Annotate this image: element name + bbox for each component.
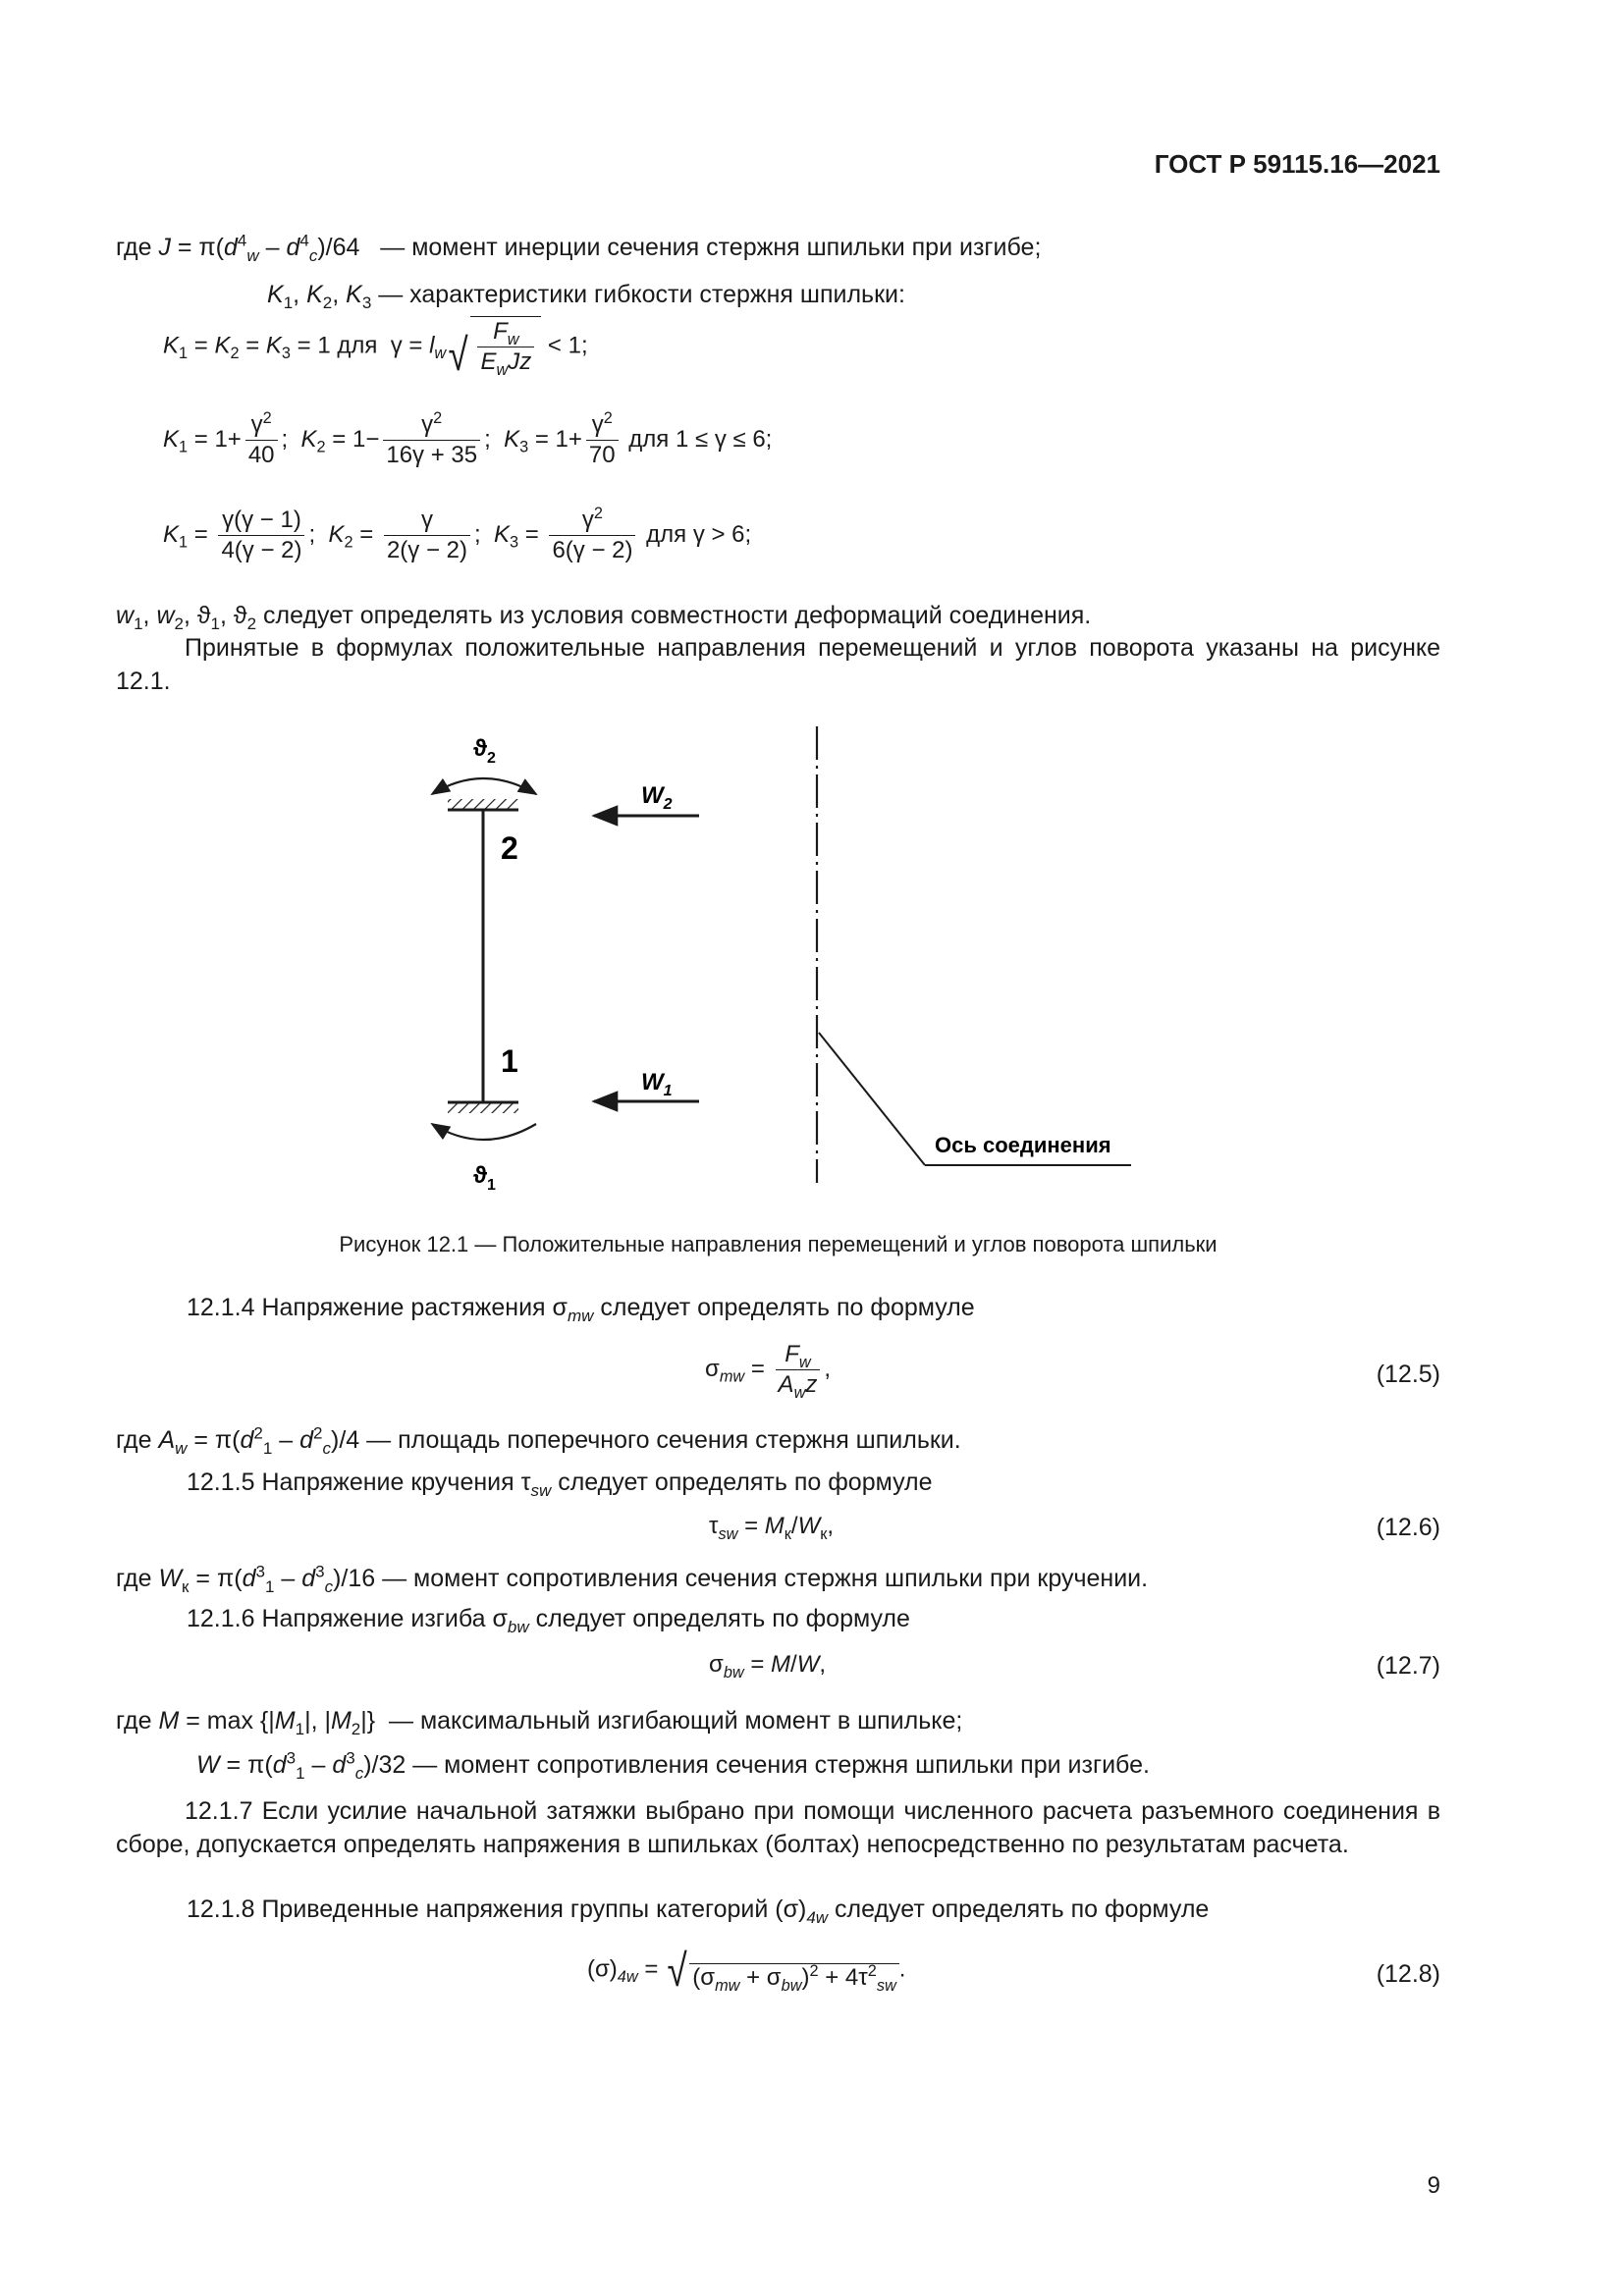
bottom-support-hatching [448, 1102, 518, 1113]
section-12-1-7-paragraph: 12.1.7 Если усилие начальной затяжки выбрано при помощи численного расчета разъемного соединения в сборе, допускается определять напряжения в шпильках (болтах) непосредственно по результатам расчета. [116, 1797, 1440, 1858]
formula-k-case-3: $K_1$ = $\frac{\gamma(\gamma - 1)}{4(\gamma - 2)}$ ; $K_2$ = $\frac{\gamma}{2(\gamma - 2)}$ ; $K_3$ = $\frac{\gamma^2}{6(\gamma - 2)}$ для γ > 6; [163, 505, 752, 563]
axis-leader-line [819, 1033, 925, 1165]
equation-number-12-8: (12.8) [1376, 1960, 1440, 1988]
connection-axis-label: Ось соединения [935, 1133, 1111, 1157]
formula-k-case-1: $K_1 = K_2 = K_3 = 1$ для $\gamma = l_w$ √ $\frac{F_w}{E_wJz}$ < 1; [163, 318, 588, 380]
figure-caption: Рисунок 12.1 — Положительные направления перемещений и углов поворота шпильки [339, 1232, 1218, 1256]
for-word: для [337, 332, 378, 359]
w1-label: $W_1$ [641, 1069, 673, 1099]
deformation-compatibility-text: следует определять из условия совместности деформаций соединения. [263, 602, 1092, 629]
max-moment-definition: где $M = \max \{|M_1|$, $|M_2|$} — максимальный изгибающий момент в шпильке; [116, 1707, 963, 1738]
formula-k-case-2: $K_1 = 1+$ $\frac{\gamma^2}{40}$ ; $K_2 = 1-$ $\frac{\gamma^2}{16\gamma + 35}$ ; $K_3 = 1+$ $\frac{\gamma^2}{70}$ для 1 ≤ γ ≤ 6; [163, 409, 773, 468]
section-12-1-6-text: 12.1.6 Напряжение изгиба $\sigma_{bw}$ следует определять по формуле [187, 1605, 910, 1636]
area-definition: где $A_w = \pi(d^2_1 - d^2_c)/4$ — площадь поперечного сечения стержня шпильки. [116, 1423, 961, 1458]
torsion-modulus-definition: где $W_к = \pi(d^3_1 - d^3_c)/16$ — момент сопротивления сечения стержня шпильки при кручении. [116, 1562, 1149, 1596]
directions-paragraph: Принятые в формулах положительные направления перемещений и углов поворота указаны на рисунке 12.1. [116, 634, 1440, 695]
section-12-1-5-text: 12.1.5 Напряжение кручения $\tau_{sw}$ следует определять по формуле [187, 1468, 933, 1500]
document-number-header: ГОСТ Р 59115.16—2021 [1154, 149, 1440, 179]
formula-12-6: $\tau_{sw} = M_к/W_к$, [709, 1513, 835, 1543]
deformation-compatibility-line: $w_1$, $w_2$, $ϑ_1$, $ϑ_2$ следует определять из условия совместности деформаций соединения. [116, 602, 1092, 633]
section-12-1-8-text: 12.1.8 Приведенные напряжения группы категорий $(\sigma)_{4w}$ следует определять по формуле [187, 1896, 1210, 1927]
formula-12-5: $\sigma_{mw}$ = $\frac{F_w}{A_wz}$ , [705, 1341, 832, 1402]
equation-number-12-6: (12.6) [1376, 1514, 1440, 1541]
node-2-label: 2 [501, 830, 518, 866]
top-support-hatching [448, 799, 518, 810]
figure-12-1 [393, 712, 1178, 1202]
moment-of-inertia-definition: где $J = \pi(d^4_w - d^4_c)/64$ — момент инерции сечения стержня шпильки при изгибе; [116, 231, 1042, 265]
w2-label: $W_2$ [641, 782, 673, 813]
bending-modulus-definition: $W = \pi(d^3_1 - d^3_c)/32$ — момент сопротивления сечения стержня шпильки при изгибе. [196, 1748, 1150, 1783]
theta-2-label: $ϑ_2$ [473, 735, 496, 767]
flexibility-description: — характеристики гибкости стержня шпильки: [378, 281, 905, 308]
equation-number-12-7: (12.7) [1376, 1652, 1440, 1680]
node-1-label: 1 [501, 1043, 518, 1079]
equation-number-12-5: (12.5) [1376, 1361, 1440, 1388]
theta-1-label: $ϑ_1$ [473, 1162, 496, 1194]
rotation-arc-2 [432, 778, 536, 794]
rotation-arc-1 [432, 1124, 536, 1140]
moment-of-inertia-description: — момент инерции сечения стержня шпильки при изгибе; [380, 234, 1042, 261]
section-12-1-4-text: 12.1.4 Напряжение растяжения $\sigma_{mw}$ следует определять по формуле [187, 1294, 975, 1325]
case-3-condition: для γ > 6; [646, 520, 752, 548]
flexibility-characteristics-definition: $K_1$, $K_2$, $K_3$ — характеристики гибкости стержня шпильки: [267, 281, 905, 312]
page-number: 9 [1427, 2172, 1440, 2199]
formula-12-8: $(\sigma)_{4w}$ = √ $(\sigma_{mw} + \sigma_{bw})^2 + 4\tau^2_{sw}$ . [587, 1945, 906, 1996]
formula-12-7: $\sigma_{bw} = M/W$, [709, 1651, 827, 1682]
where-word: где [116, 234, 159, 261]
case-2-condition: для 1 ≤ γ ≤ 6; [628, 425, 773, 453]
